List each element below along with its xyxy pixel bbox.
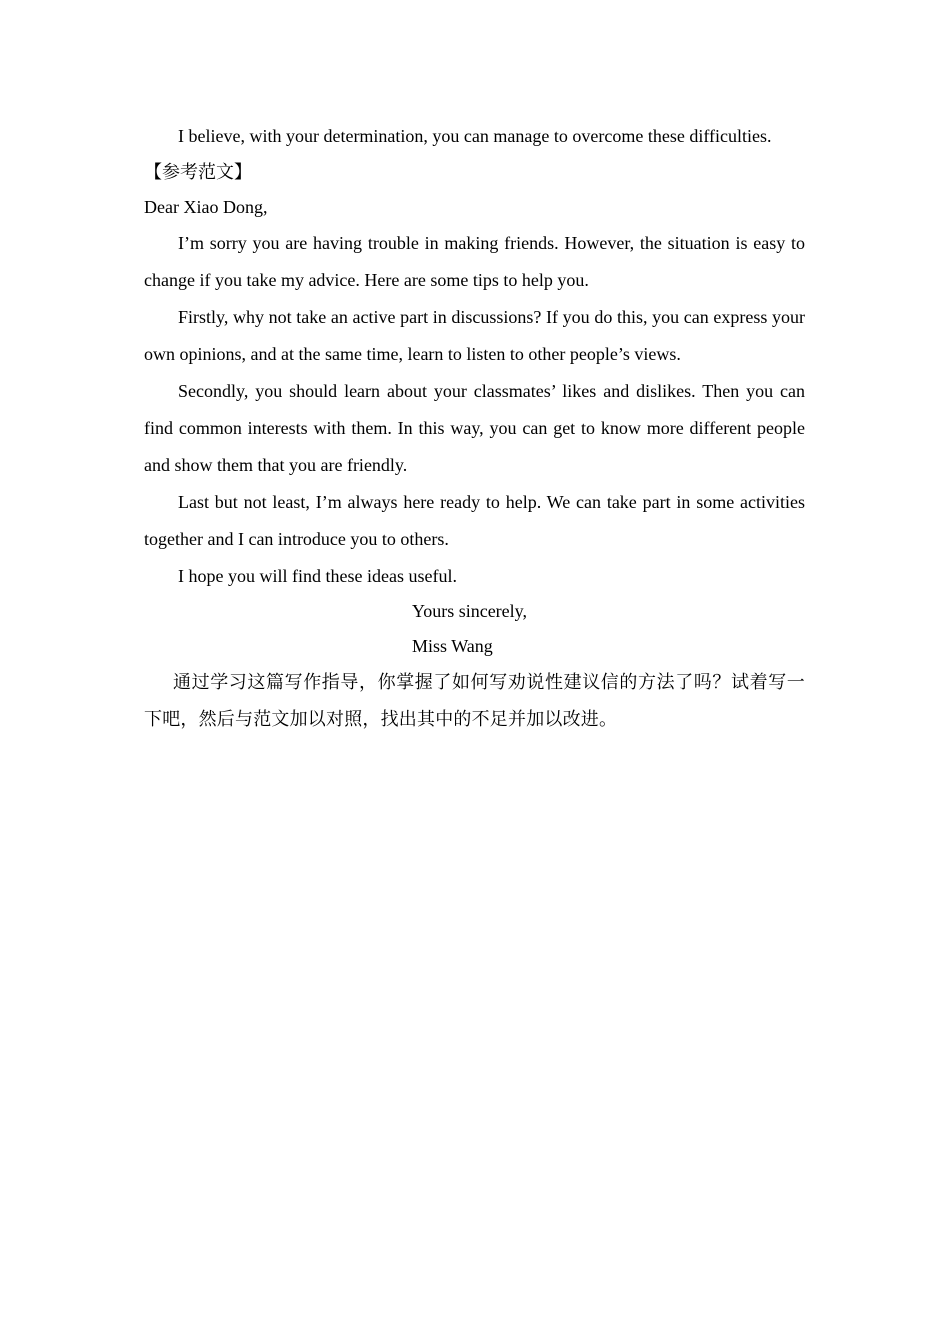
signature: Miss Wang [412,636,493,656]
letter-paragraph-4: Last but not least, I’m always here ready to help. We can take part in some activities together and I can introduce you to others. [144,492,805,549]
letter-paragraph-1: I’m sorry you are having trouble in making friends. However, the situation is easy to change if you take my advice. Here are some tips to help you. [144,233,805,290]
letter-paragraph-2: Firstly, why not take an active part in discussions? If you do this, you can express your own opinions, and at the same time, learn to listen to other people’s views. [144,307,805,364]
letter-paragraph-5: I hope you will find these ideas useful. [178,566,457,586]
section-heading: 【参考范文】 [144,162,252,183]
sign-off: Yours sincerely, [412,601,527,621]
document-page [144,118,805,738]
letter-paragraph-3: Secondly, you should learn about your classmates’ likes and dislikes. Then you can find common interests with them. In this way, you can get to know more different people and show them that you are friendly. [144,381,805,475]
intro-closing-paragraph: I believe, with your determination, you can manage to overcome these difficulties. [178,126,772,146]
instruction-paragraph: 通过学习这篇写作指导，你掌握了如何写劝说性建议信的方法了吗？试着写一下吧，然后与范文加以对照，找出其中的不足并加以改进。 [144,672,805,730]
salutation: Dear Xiao Dong, [144,197,268,217]
